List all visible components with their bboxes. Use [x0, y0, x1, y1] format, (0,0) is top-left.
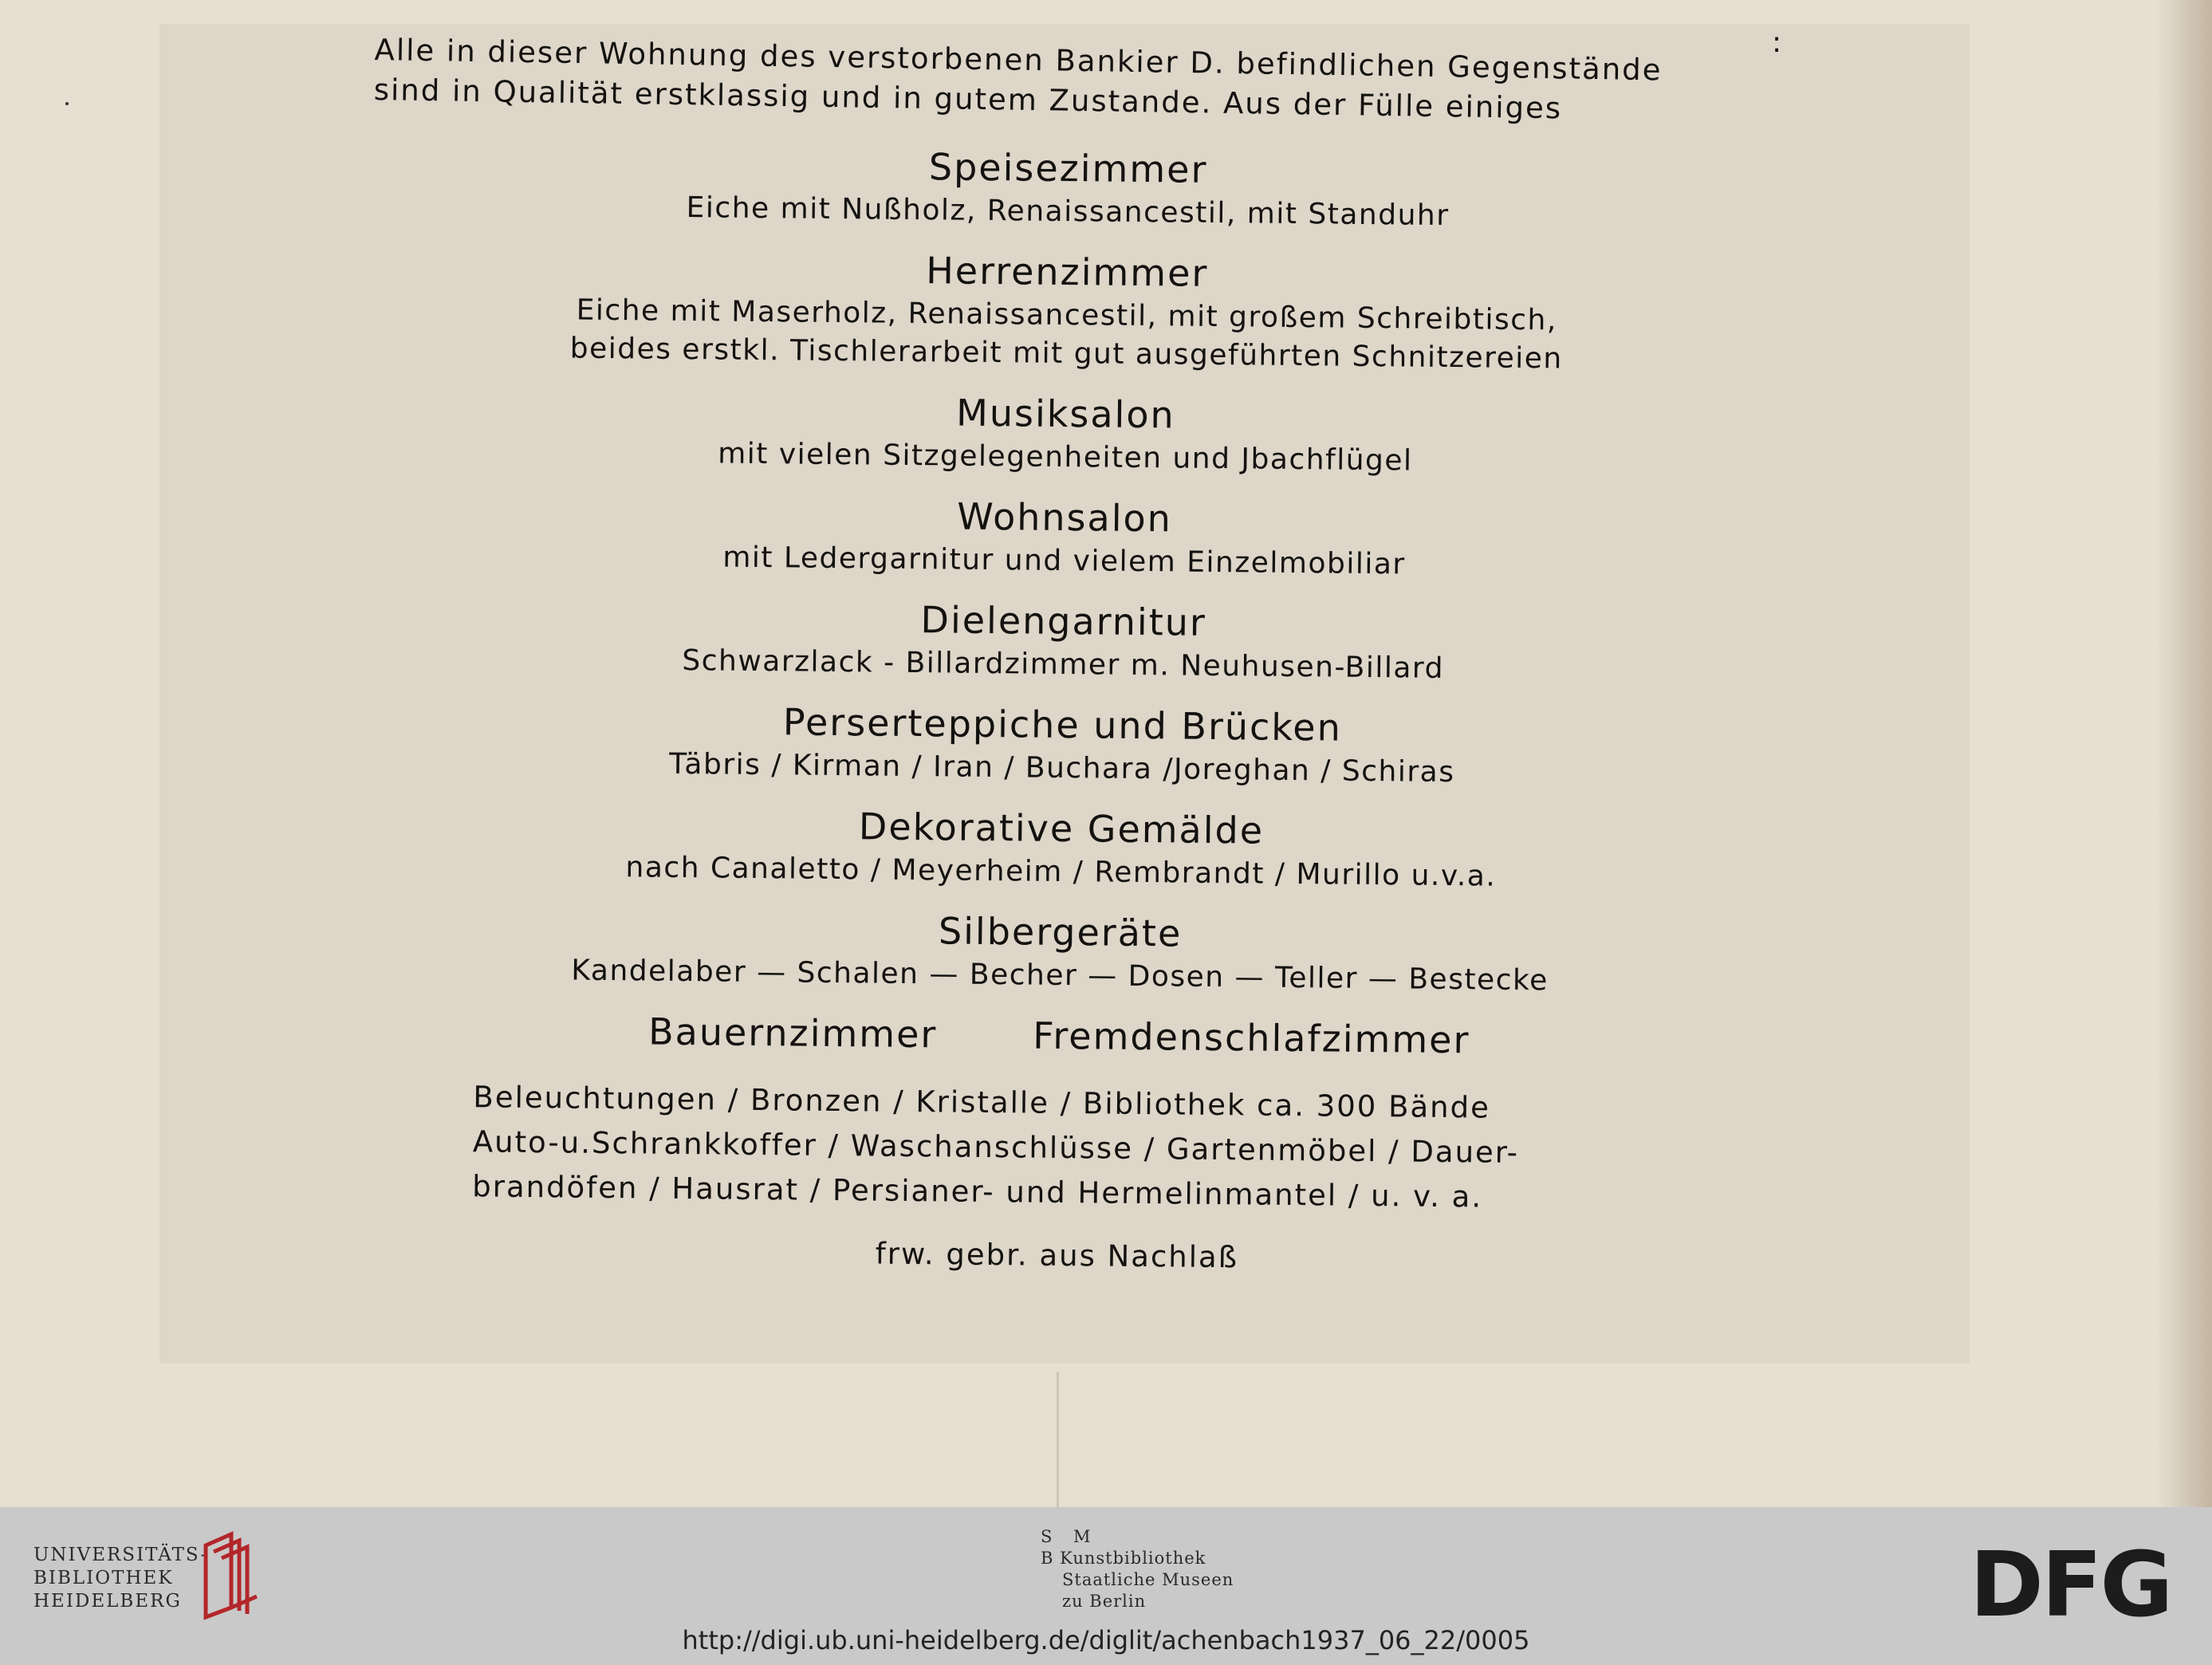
section-heading: Perserteppiche und Brücken [782, 700, 1343, 750]
description-line: Täbris / Kirman / Iran / Buchara /Joreghan / Schiras [668, 747, 1455, 789]
library-name-line: HEIDELBERG [33, 1591, 182, 1612]
library-name-line: BIBLIOTHEK [33, 1568, 174, 1588]
page-edge-shadow [2156, 0, 2212, 1507]
section-heading: Musiksalon [955, 391, 1175, 437]
heading-bauernzimmer: Bauernzimmer [647, 1010, 938, 1057]
section-perserteppiche [440, 694, 1685, 794]
miscellaneous-items [435, 1075, 1681, 1222]
paper-fold-line [1057, 1372, 1059, 1507]
section-herrenzimmer [444, 241, 1690, 380]
section-speisezimmer [446, 137, 1690, 238]
misc-line: brandöfen / Hausrat / Persianer- und Hermelinmantel / u. v. a. [472, 1169, 1483, 1214]
section-musiksalon [443, 383, 1688, 483]
description-line: Eiche mit Maserholz, Renaissancestil, mit großem Schreibtisch, [576, 293, 1558, 337]
description-line: mit Ledergarnitur und vielem Einzelmobiliar [722, 541, 1406, 581]
section-heading: Wohnsalon [957, 494, 1173, 541]
university-library-logo[interactable] [199, 1529, 263, 1621]
section-description [444, 290, 1689, 380]
digitization-footer [0, 1507, 2212, 1665]
ink-speck [65, 102, 69, 105]
inventory-list [435, 137, 1690, 1282]
description-line: nach Canaletto / Meyerheim / Rembrandt / Murillo u.v.a. [625, 851, 1497, 893]
paired-headings [437, 1005, 1682, 1067]
smb-first-row [1041, 1548, 1234, 1569]
dfg-logo[interactable]: DFG [1970, 1533, 2171, 1637]
permalink-url[interactable]: http://digi.ub.uni-heidelberg.de/diglit/achenbach1937_06_22/0005 [682, 1625, 1530, 1655]
section-heading: Dielengarnitur [920, 598, 1207, 644]
smb-kunstbibliothek-mark [1041, 1526, 1234, 1612]
heading-fremdenschlafzimmer: Fremdenschlafzimmer [1033, 1014, 1470, 1062]
section-heading: Herrenzimmer [925, 249, 1209, 295]
library-name [33, 1544, 208, 1613]
smb-line: Staatliche Museen [1062, 1570, 1234, 1589]
section-dekorative-gemaelde [439, 797, 1683, 898]
section-wohnsalon [442, 486, 1687, 587]
description-line: Schwarzlack - Billardzimmer m. Neuhusen-Billard [682, 644, 1445, 685]
smb-line: Kunstbibliothek [1060, 1549, 1206, 1568]
smb-letter-b: B [1041, 1549, 1054, 1568]
section-heading: Dekorative Gemälde [858, 805, 1265, 852]
library-name-line: UNIVERSITÄTS- [33, 1545, 209, 1565]
description-line: Kandelaber — Schalen — Becher — Dosen — Teller — Bestecke [571, 954, 1549, 998]
intro-line: Alle in dieser Wohnung des verstorbenen Bankier D. befindlichen Gegenstände [374, 32, 1663, 88]
misc-line: Auto-u.Schrankkoffer / Waschanschlüsse / Gartenmöbel / Dauer- [472, 1124, 1520, 1170]
description-line: beides erstkl. Tischlerarbeit mit gut ausgeführten Schnitzereien [569, 332, 1563, 376]
closing-note: frw. gebr. aus Nachlaß [875, 1236, 1239, 1275]
smb-line: zu Berlin [1062, 1592, 1147, 1611]
intro-colon: : [1772, 26, 1782, 59]
misc-line: Beleuchtungen / Bronzen / Kristalle / Bibliothek ca. 300 Bände [473, 1080, 1491, 1125]
section-silbergeraete [438, 901, 1683, 1002]
section-heading: Silbergeräte [938, 909, 1183, 955]
intro-line: sind in Qualität erstklassig und in gutem Zustande. Aus der Fülle einiges [373, 72, 1563, 126]
smb-letters: S M [1041, 1527, 1099, 1546]
section-heading: Speisezimmer [928, 145, 1208, 191]
section-dielengarnitur [441, 590, 1686, 691]
description-line: mit vielen Sitzgelegenheiten und Jbachflügel [717, 437, 1413, 478]
description-line: Eiche mit Nußholz, Renaissancestil, mit Standuhr [686, 191, 1450, 233]
